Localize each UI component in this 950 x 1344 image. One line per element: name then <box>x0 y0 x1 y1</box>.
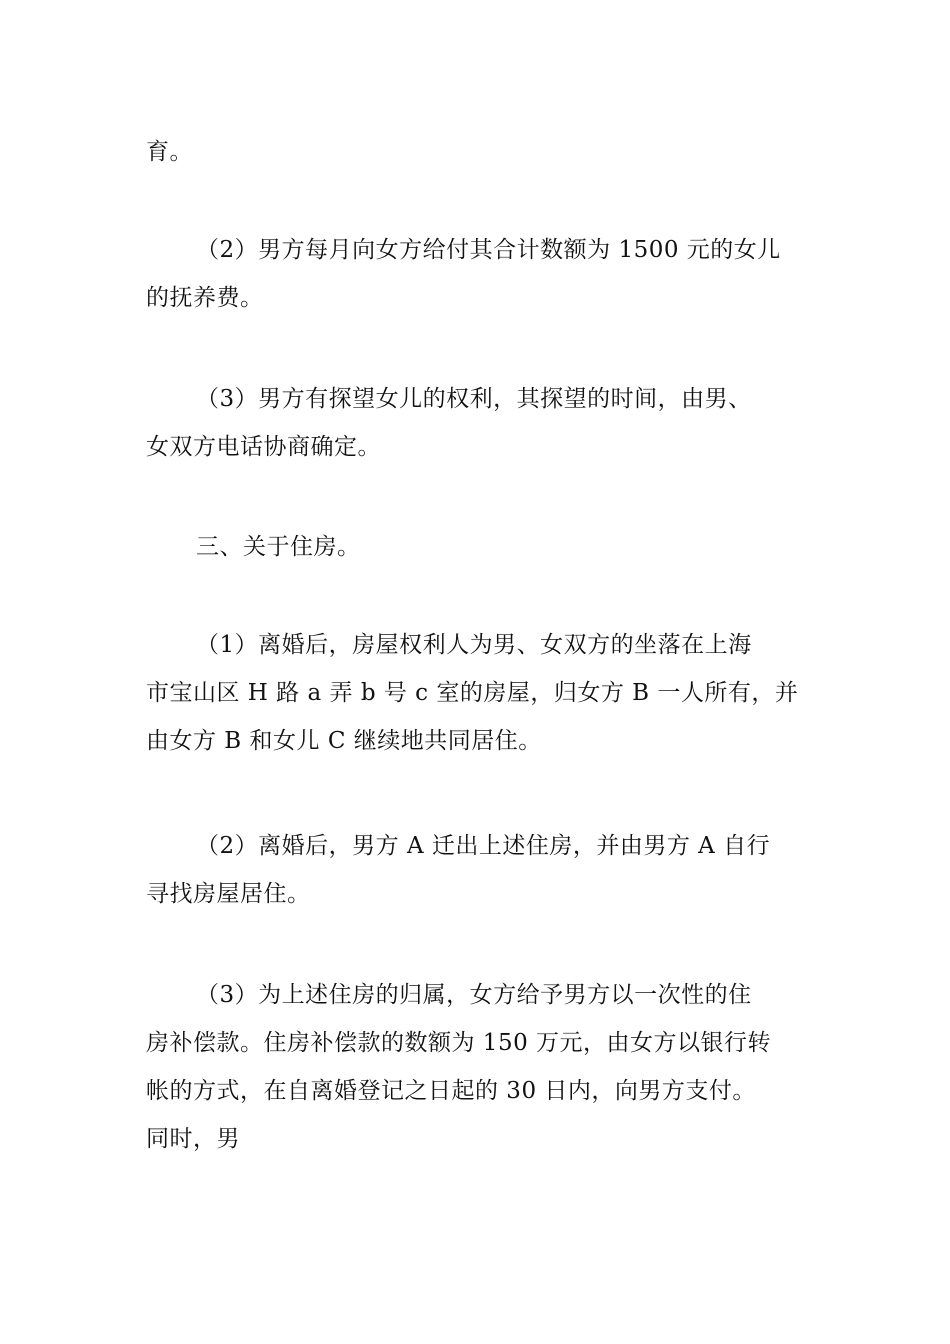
text-line: （2）男方每月向女方给付其合计数额为 1500 元的女儿 <box>196 237 781 263</box>
section-heading-housing <box>146 523 806 571</box>
text-line: 女双方电话协商确定。 <box>146 434 381 460</box>
paragraph-child-support <box>146 226 806 322</box>
text-line: 三、关于住房。 <box>196 534 361 560</box>
paragraph-housing-3 <box>146 971 806 1163</box>
text-line: （1）离婚后，房屋权利人为男、女双方的坐落在上海 <box>196 632 752 658</box>
paragraph-continuation <box>146 128 806 176</box>
text-line: （2）离婚后，男方 A 迁出上述住房，并由男方 A 自行 <box>196 833 771 859</box>
paragraph-visitation <box>146 375 806 471</box>
text-line: （3）为上述住房的归属，女方给予男方以一次性的住 <box>196 982 752 1008</box>
paragraph-housing-2 <box>146 822 806 918</box>
text-line: 育。 <box>146 139 193 165</box>
text-line: （3）男方有探望女儿的权利，其探望的时间，由男、 <box>196 386 752 412</box>
text-line: 由女方 B 和女儿 C 继续地共同居住。 <box>146 728 542 754</box>
paragraph-housing-1 <box>146 621 806 765</box>
text-line: 的抚养费。 <box>146 285 264 311</box>
text-line: 房补偿款。住房补偿款的数额为 150 万元，由女方以银行转 <box>146 1030 772 1056</box>
text-line: 寻找房屋居住。 <box>146 881 311 907</box>
text-line: 帐的方式，在自离婚登记之日起的 30 日内，向男方支付。 <box>146 1078 756 1104</box>
text-line: 市宝山区 H 路 a 弄 b 号 c 室的房屋，归女方 B 一人所有，并 <box>146 680 799 706</box>
text-line: 同时，男 <box>146 1126 240 1152</box>
